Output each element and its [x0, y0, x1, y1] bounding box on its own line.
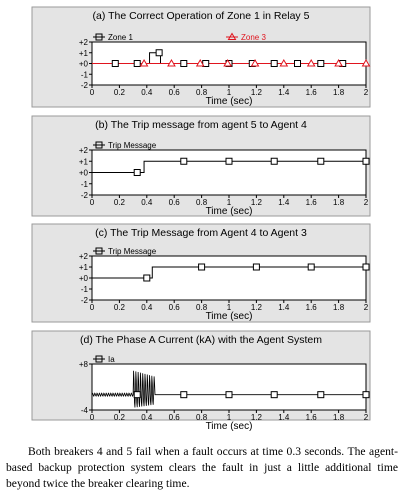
figure-caption: Both breakers 4 and 5 fail when a fault occurs at time 0.3 seconds. The agent-based backup protection system clears the fault in just a little additional time beyond twice the breaker clearing time. — [6, 445, 398, 490]
data-point — [318, 61, 324, 67]
x-tick-label: 0.2 — [113, 413, 125, 422]
y-tick-label: +0 — [78, 59, 88, 69]
data-point — [363, 264, 369, 270]
y-tick-label: +0 — [78, 168, 88, 178]
y-tick-label: -1 — [80, 285, 88, 294]
legend-label: Zone 3 — [241, 33, 266, 42]
chart-title: (a) The Correct Operation of Zone 1 in Relay 5 — [92, 10, 310, 22]
x-tick-label: 2 — [363, 198, 369, 207]
data-point — [308, 264, 314, 270]
y-tick-label: -2 — [80, 296, 88, 305]
chart-panel-4 — [32, 331, 370, 432]
x-tick-label: 1.6 — [305, 303, 317, 312]
y-tick-label: -2 — [80, 81, 88, 90]
data-point — [112, 61, 118, 67]
data-point — [181, 61, 187, 67]
data-point — [226, 392, 232, 398]
x-tick-label: 1 — [226, 413, 232, 422]
x-tick-label: 0.6 — [168, 198, 180, 207]
y-tick-label: +2 — [78, 38, 88, 47]
x-tick-label: 1.4 — [278, 303, 290, 312]
x-axis-label: Time (sec) — [205, 311, 253, 322]
x-axis-label: Time (sec) — [205, 206, 253, 217]
y-tick-label: -4 — [80, 406, 88, 415]
y-tick-label: -2 — [80, 191, 88, 200]
chart-panel-3 — [32, 224, 370, 322]
x-tick-label: 1.8 — [333, 198, 345, 207]
x-tick-label: 1.2 — [250, 88, 262, 97]
data-point — [144, 275, 150, 281]
data-point — [134, 170, 140, 176]
x-tick-label: 0.4 — [141, 303, 153, 312]
x-tick-label: 1 — [226, 303, 232, 312]
x-tick-label: 1.8 — [333, 88, 345, 97]
x-tick-label: 1.8 — [333, 303, 345, 312]
data-point — [318, 158, 324, 164]
data-point — [271, 158, 277, 164]
x-axis-label: Time (sec) — [205, 96, 253, 107]
x-tick-label: 0 — [89, 303, 95, 312]
x-tick-label: 1.4 — [278, 413, 290, 422]
data-point — [134, 61, 140, 67]
x-tick-label: 0.2 — [113, 198, 125, 207]
y-tick-label: +8 — [78, 360, 88, 369]
y-tick-label: -1 — [80, 70, 88, 80]
data-point — [134, 392, 140, 398]
y-tick-label: +1 — [78, 263, 88, 272]
data-point — [271, 61, 277, 67]
legend-label: Trip Message — [108, 141, 157, 150]
x-tick-label: 0 — [89, 198, 95, 207]
x-tick-label: 1.6 — [305, 198, 317, 207]
x-tick-label: 0.8 — [196, 303, 208, 312]
x-tick-label: 0.2 — [113, 88, 125, 97]
x-tick-label: 2 — [363, 88, 369, 97]
x-tick-label: 1.6 — [305, 88, 317, 97]
x-tick-label: 1 — [226, 88, 232, 97]
data-point — [271, 392, 277, 398]
x-tick-label: 1.4 — [278, 198, 290, 207]
x-tick-label: 0.4 — [141, 413, 153, 422]
x-tick-label: 1 — [226, 198, 232, 207]
x-tick-label: 1.6 — [305, 413, 317, 422]
x-tick-label: 1.2 — [250, 198, 262, 207]
x-tick-label: 1.8 — [333, 413, 345, 422]
x-tick-label: 0 — [89, 88, 95, 97]
chart-title: (c) The Trip Message from Agent 4 to Agent 3 — [95, 227, 307, 239]
y-tick-label: +0 — [78, 274, 88, 283]
data-point — [156, 50, 162, 56]
y-tick-label: +2 — [78, 146, 88, 155]
x-tick-label: 0.6 — [168, 303, 180, 312]
x-axis-label: Time (sec) — [205, 421, 253, 432]
data-point — [318, 392, 324, 398]
chart-panel-2 — [32, 116, 370, 217]
data-point — [363, 158, 369, 164]
x-tick-label: 0.8 — [196, 413, 208, 422]
data-point — [363, 392, 369, 398]
chart-title: (d) The Phase A Current (kA) with the Agent System — [79, 334, 323, 346]
data-point — [295, 61, 301, 67]
y-tick-label: +2 — [78, 252, 88, 261]
x-tick-label: 0.4 — [141, 88, 153, 97]
legend-label: Trip Message — [108, 247, 157, 256]
x-tick-label: 0.6 — [168, 88, 180, 97]
y-tick-label: -1 — [80, 179, 88, 189]
x-tick-label: 0.8 — [196, 88, 208, 97]
data-point — [181, 392, 187, 398]
chart-title: (b) The Trip message from agent 5 to Agent 4 — [95, 119, 307, 131]
data-point — [253, 264, 259, 270]
data-point — [199, 264, 205, 270]
x-tick-label: 1.2 — [250, 303, 262, 312]
chart-panel-1 — [32, 7, 370, 107]
x-tick-label: 0 — [89, 413, 95, 422]
x-tick-label: 1.4 — [278, 88, 290, 97]
x-tick-label: 2 — [363, 413, 369, 422]
data-point — [181, 158, 187, 164]
y-tick-label: +1 — [78, 48, 88, 58]
x-tick-label: 0.8 — [196, 198, 208, 207]
legend-label: Zone 1 — [108, 33, 133, 42]
x-tick-label: 0.4 — [141, 198, 153, 207]
x-tick-label: 0.6 — [168, 413, 180, 422]
x-tick-label: 0.2 — [113, 303, 125, 312]
x-tick-label: 1.2 — [250, 413, 262, 422]
y-tick-label: +1 — [78, 157, 88, 167]
legend-label: Ia — [108, 355, 115, 364]
data-point — [226, 158, 232, 164]
x-tick-label: 2 — [363, 303, 369, 312]
